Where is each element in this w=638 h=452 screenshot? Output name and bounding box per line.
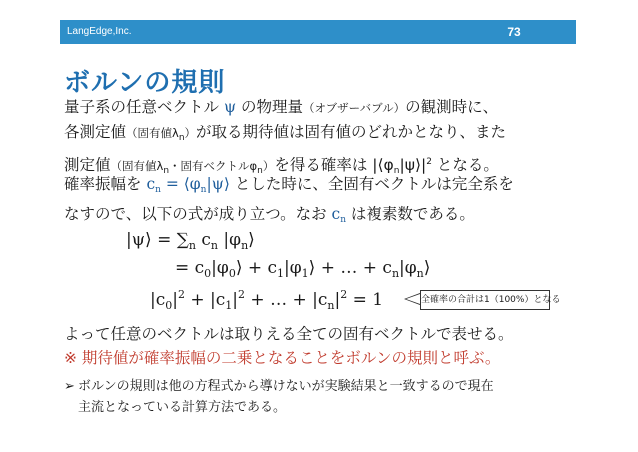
arrow-bullet-icon: ➢: [64, 379, 75, 394]
born-rule-note: ※ 期待値が確率振幅の二乗となることをボルンの規則と呼ぶ。: [64, 349, 501, 367]
amplitude-line-1: 確率振幅を $c_n$ = $⟨\varphi_n|\psi⟩$ とした時に、全固有ベクトルは完全系を: [64, 175, 514, 195]
page-number: 73: [507, 25, 521, 39]
intro-line-3: 測定値（固有値$\lambda_n$・固有ベクトル$\varphi_n$）を得る確率は $|⟨\varphi_n|\psi⟩|^2$ となる。: [64, 156, 499, 176]
amplitude-paragraph: [64, 172, 514, 232]
header-bar: [60, 20, 576, 44]
intro-line-2: 各測定値（固有値$\lambda_n$）が取る期待値は固有値のどれかとなり、また: [64, 123, 507, 143]
bullet-line-2: 主流となっている計算方法である。: [78, 400, 287, 415]
conclusion-text: よって任意のベクトルは取りえる全ての固有ベクトルで表せる。: [64, 325, 514, 343]
company-name: LangEdge,Inc.: [67, 26, 132, 37]
equation-normalization: $|c_0|^2 + |c_1|^2$ + … + $|c_n|^2 = 1$: [150, 288, 384, 312]
equation-sum: = $c_0|\varphi_0⟩$ + $c_1|\varphi_1⟩$ + … + $c_n|\varphi_n⟩$: [175, 258, 431, 280]
callout-pointer-fill: [406, 294, 420, 304]
amplitude-line-2: なすので、以下の式が成り立つ。なお $c_n$ は複素数である。: [64, 205, 475, 225]
probability-callout: 全確率の合計は1（100%）となる: [420, 290, 550, 310]
bullet-line-1: ボルンの規則は他の方程式から導けないが実験結果と一致するので現在: [78, 379, 494, 394]
intro-paragraph: [64, 95, 506, 183]
equation-expansion: |ψ⟩ = $\sum_n$ $c_n$ $|\varphi_n⟩$: [126, 230, 255, 252]
bullet-item: [64, 376, 494, 418]
intro-line-1: 量子系の任意ベクトル ψ の物理量（オブザーバブル）の観測時に、: [64, 98, 499, 116]
slide-title: ボルンの規則: [64, 68, 226, 98]
